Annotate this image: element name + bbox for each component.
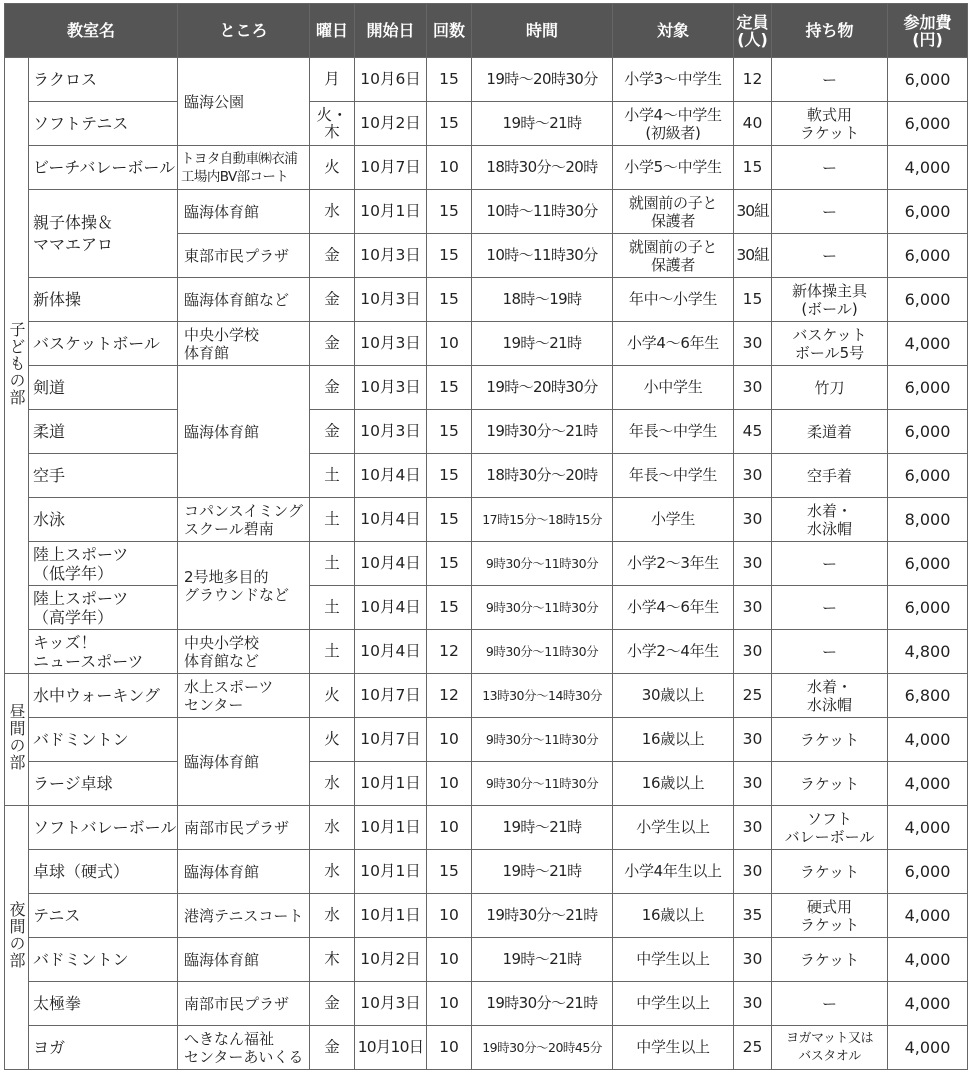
time: 18時30分～20時 — [472, 146, 613, 190]
day: 水 — [310, 762, 355, 806]
day: 水 — [310, 850, 355, 894]
capacity: 30組 — [734, 190, 772, 234]
count: 15 — [427, 190, 472, 234]
items: ラケット — [772, 762, 888, 806]
capacity: 25 — [734, 1026, 772, 1070]
section-label-kids: 子どもの部 — [5, 58, 29, 674]
table-row — [5, 630, 968, 674]
count: 15 — [427, 498, 472, 542]
time: 19時～21時 — [472, 102, 613, 146]
day: 金 — [310, 322, 355, 366]
count: 10 — [427, 982, 472, 1026]
target: 年中～小学生 — [613, 278, 734, 322]
count: 15 — [427, 410, 472, 454]
target: 小学4～中学生 (初級者) — [613, 102, 734, 146]
table-row — [5, 806, 968, 850]
start-date: 10月2日 — [355, 938, 427, 982]
capacity: 25 — [734, 674, 772, 718]
day: 金 — [310, 366, 355, 410]
header-class-name: 教室名 — [5, 4, 178, 58]
target: 就園前の子と 保護者 — [613, 190, 734, 234]
capacity: 30 — [734, 762, 772, 806]
fee: 4,000 — [888, 146, 968, 190]
day: 水 — [310, 190, 355, 234]
start-date: 10月3日 — [355, 234, 427, 278]
items: ー — [772, 58, 888, 102]
day: 金 — [310, 1026, 355, 1070]
time: 18時～19時 — [472, 278, 613, 322]
table-row — [5, 454, 968, 498]
capacity: 15 — [734, 278, 772, 322]
time: 9時30分～11時30分 — [472, 718, 613, 762]
items: 軟式用 ラケット — [772, 102, 888, 146]
items: バスケット ボール5号 — [772, 322, 888, 366]
header-count: 回数 — [427, 4, 472, 58]
class-name: ソフトバレーボール — [29, 806, 178, 850]
class-name: 空手 — [29, 454, 178, 498]
header-time: 時間 — [472, 4, 613, 58]
class-name: バドミントン — [29, 718, 178, 762]
day: 土 — [310, 586, 355, 630]
fee: 6,800 — [888, 674, 968, 718]
count: 10 — [427, 806, 472, 850]
target: 年長～中学生 — [613, 410, 734, 454]
time: 19時～21時 — [472, 806, 613, 850]
capacity: 30 — [734, 938, 772, 982]
start-date: 10月7日 — [355, 718, 427, 762]
count: 15 — [427, 278, 472, 322]
day: 土 — [310, 542, 355, 586]
target: 16歳以上 — [613, 762, 734, 806]
time: 19時30分～21時 — [472, 894, 613, 938]
table-row — [5, 366, 968, 410]
capacity: 30 — [734, 454, 772, 498]
place: 東部市民プラザ — [178, 234, 310, 278]
day: 土 — [310, 630, 355, 674]
fee: 6,000 — [888, 234, 968, 278]
capacity: 30 — [734, 498, 772, 542]
time: 19時～20時30分 — [472, 366, 613, 410]
table-row — [5, 190, 968, 234]
table-row — [5, 894, 968, 938]
items: 竹刀 — [772, 366, 888, 410]
time: 19時～21時 — [472, 322, 613, 366]
place: 臨海体育館 — [178, 718, 310, 806]
table-row — [5, 674, 968, 718]
day: 火・ 木 — [310, 102, 355, 146]
fee: 6,000 — [888, 454, 968, 498]
class-name: キッズ！ ニュースポーツ — [29, 630, 178, 674]
header-fee: 参加費 (円) — [888, 4, 968, 58]
count: 15 — [427, 454, 472, 498]
count: 15 — [427, 102, 472, 146]
items: 柔道着 — [772, 410, 888, 454]
table-row — [5, 982, 968, 1026]
fee: 6,000 — [888, 586, 968, 630]
class-name: ラクロス — [29, 58, 178, 102]
place: 2号地多目的 グラウンドなど — [178, 542, 310, 630]
start-date: 10月10日 — [355, 1026, 427, 1070]
table-row — [5, 102, 968, 146]
start-date: 10月3日 — [355, 982, 427, 1026]
time: 10時～11時30分 — [472, 190, 613, 234]
count: 15 — [427, 850, 472, 894]
class-name: 親子体操＆ ママエアロ — [29, 190, 178, 278]
target: 小学4～6年生 — [613, 322, 734, 366]
table-row — [5, 762, 968, 806]
items: 新体操主具 (ボール) — [772, 278, 888, 322]
capacity: 30 — [734, 366, 772, 410]
items: ー — [772, 630, 888, 674]
table-row — [5, 542, 968, 586]
fee: 4,000 — [888, 1026, 968, 1070]
header-place: ところ — [178, 4, 310, 58]
day: 水 — [310, 806, 355, 850]
class-name: バドミントン — [29, 938, 178, 982]
count: 12 — [427, 674, 472, 718]
class-name: 水泳 — [29, 498, 178, 542]
class-name: 卓球（硬式） — [29, 850, 178, 894]
count: 15 — [427, 542, 472, 586]
capacity: 30 — [734, 718, 772, 762]
start-date: 10月6日 — [355, 58, 427, 102]
fee: 4,000 — [888, 806, 968, 850]
time: 9時30分～11時30分 — [472, 762, 613, 806]
class-name: 柔道 — [29, 410, 178, 454]
start-date: 10月1日 — [355, 762, 427, 806]
capacity: 15 — [734, 146, 772, 190]
time: 9時30分～11時30分 — [472, 542, 613, 586]
place: 水上スポーツ センター — [178, 674, 310, 718]
start-date: 10月2日 — [355, 102, 427, 146]
fee: 4,000 — [888, 718, 968, 762]
start-date: 10月3日 — [355, 366, 427, 410]
class-name: テニス — [29, 894, 178, 938]
time: 19時30分～21時 — [472, 982, 613, 1026]
target: 小学4～6年生 — [613, 586, 734, 630]
place: 臨海体育館 — [178, 366, 310, 498]
target: 小学5～中学生 — [613, 146, 734, 190]
capacity: 30 — [734, 630, 772, 674]
time: 19時30分～20時45分 — [472, 1026, 613, 1070]
class-name: ヨガ — [29, 1026, 178, 1070]
count: 12 — [427, 630, 472, 674]
items: ラケット — [772, 850, 888, 894]
start-date: 10月4日 — [355, 630, 427, 674]
header-start-date: 開始日 — [355, 4, 427, 58]
items: 硬式用 ラケット — [772, 894, 888, 938]
target: 中学生以上 — [613, 938, 734, 982]
time: 13時30分～14時30分 — [472, 674, 613, 718]
time: 9時30分～11時30分 — [472, 586, 613, 630]
count: 15 — [427, 586, 472, 630]
start-date: 10月4日 — [355, 542, 427, 586]
fee: 4,000 — [888, 762, 968, 806]
day: 火 — [310, 718, 355, 762]
count: 15 — [427, 58, 472, 102]
start-date: 10月1日 — [355, 850, 427, 894]
section-label-night: 夜間の部 — [5, 806, 29, 1070]
table-row — [5, 146, 968, 190]
count: 10 — [427, 322, 472, 366]
target: 小学3～中学生 — [613, 58, 734, 102]
time: 18時30分～20時 — [472, 454, 613, 498]
start-date: 10月3日 — [355, 322, 427, 366]
place: へきなん福祉 センターあいくる — [178, 1026, 310, 1070]
target: 就園前の子と 保護者 — [613, 234, 734, 278]
day: 火 — [310, 674, 355, 718]
capacity: 30 — [734, 806, 772, 850]
items: 水着・ 水泳帽 — [772, 498, 888, 542]
header-target: 対象 — [613, 4, 734, 58]
class-name: ビーチバレーボール — [29, 146, 178, 190]
start-date: 10月4日 — [355, 498, 427, 542]
day: 金 — [310, 410, 355, 454]
time: 9時30分～11時30分 — [472, 630, 613, 674]
time: 19時～20時30分 — [472, 58, 613, 102]
header-capacity: 定員 (人) — [734, 4, 772, 58]
items: ラケット — [772, 938, 888, 982]
start-date: 10月4日 — [355, 586, 427, 630]
place: 南部市民プラザ — [178, 806, 310, 850]
time: 19時～21時 — [472, 938, 613, 982]
header-day: 曜日 — [310, 4, 355, 58]
items: ヨガマット又は バスタオル — [772, 1026, 888, 1070]
target: 16歳以上 — [613, 718, 734, 762]
count: 15 — [427, 366, 472, 410]
target: 中学生以上 — [613, 982, 734, 1026]
items: ー — [772, 586, 888, 630]
items: ー — [772, 146, 888, 190]
start-date: 10月1日 — [355, 190, 427, 234]
start-date: 10月1日 — [355, 806, 427, 850]
place: 臨海体育館 — [178, 850, 310, 894]
day: 土 — [310, 454, 355, 498]
table-row — [5, 850, 968, 894]
day: 木 — [310, 938, 355, 982]
section-label-daytime: 昼間の部 — [5, 674, 29, 806]
items: 空手着 — [772, 454, 888, 498]
items: 水着・ 水泳帽 — [772, 674, 888, 718]
table-row — [5, 938, 968, 982]
header-items: 持ち物 — [772, 4, 888, 58]
fee: 6,000 — [888, 850, 968, 894]
header-row — [5, 4, 968, 58]
place: 港湾テニスコート — [178, 894, 310, 938]
table-row — [5, 58, 968, 102]
place: 臨海体育館 — [178, 190, 310, 234]
fee: 4,000 — [888, 894, 968, 938]
class-name: 陸上スポーツ （高学年） — [29, 586, 178, 630]
target: 30歳以上 — [613, 674, 734, 718]
start-date: 10月3日 — [355, 278, 427, 322]
target: 小中学生 — [613, 366, 734, 410]
class-name: ソフトテニス — [29, 102, 178, 146]
target: 16歳以上 — [613, 894, 734, 938]
start-date: 10月4日 — [355, 454, 427, 498]
start-date: 10月3日 — [355, 410, 427, 454]
class-name: 太極拳 — [29, 982, 178, 1026]
time: 17時15分～18時15分 — [472, 498, 613, 542]
table-row — [5, 586, 968, 630]
time: 10時～11時30分 — [472, 234, 613, 278]
place: 臨海公園 — [178, 58, 310, 146]
time: 19時30分～21時 — [472, 410, 613, 454]
class-name: 剣道 — [29, 366, 178, 410]
target: 小学4年生以上 — [613, 850, 734, 894]
capacity: 12 — [734, 58, 772, 102]
items: ラケット — [772, 718, 888, 762]
target: 小学生以上 — [613, 806, 734, 850]
table-row — [5, 410, 968, 454]
items: ー — [772, 190, 888, 234]
place: トヨタ自動車㈱衣浦 工場内BV部コート — [178, 146, 310, 190]
items: ー — [772, 982, 888, 1026]
start-date: 10月7日 — [355, 674, 427, 718]
class-name: バスケットボール — [29, 322, 178, 366]
table-row — [5, 498, 968, 542]
capacity: 30 — [734, 542, 772, 586]
table-row — [5, 278, 968, 322]
fee: 8,000 — [888, 498, 968, 542]
capacity: 40 — [734, 102, 772, 146]
day: 金 — [310, 982, 355, 1026]
count: 10 — [427, 146, 472, 190]
count: 10 — [427, 718, 472, 762]
capacity: 30 — [734, 586, 772, 630]
place: 臨海体育館 — [178, 938, 310, 982]
table-row — [5, 718, 968, 762]
items: ソフト バレーボール — [772, 806, 888, 850]
fee: 4,800 — [888, 630, 968, 674]
class-schedule-table — [4, 3, 968, 1070]
count: 10 — [427, 894, 472, 938]
fee: 6,000 — [888, 278, 968, 322]
day: 金 — [310, 278, 355, 322]
capacity: 30 — [734, 982, 772, 1026]
fee: 6,000 — [888, 366, 968, 410]
class-name: 水中ウォーキング — [29, 674, 178, 718]
fee: 6,000 — [888, 58, 968, 102]
fee: 6,000 — [888, 410, 968, 454]
place: 中央小学校 体育館 — [178, 322, 310, 366]
time: 19時～21時 — [472, 850, 613, 894]
day: 月 — [310, 58, 355, 102]
capacity: 35 — [734, 894, 772, 938]
fee: 6,000 — [888, 102, 968, 146]
capacity: 30組 — [734, 234, 772, 278]
class-name: 陸上スポーツ （低学年） — [29, 542, 178, 586]
fee: 4,000 — [888, 938, 968, 982]
table-row — [5, 1026, 968, 1070]
capacity: 30 — [734, 850, 772, 894]
target: 小学生 — [613, 498, 734, 542]
target: 小学2～4年生 — [613, 630, 734, 674]
target: 中学生以上 — [613, 1026, 734, 1070]
target: 年長～中学生 — [613, 454, 734, 498]
count: 10 — [427, 1026, 472, 1070]
day: 水 — [310, 894, 355, 938]
start-date: 10月7日 — [355, 146, 427, 190]
place: コパンスイミング スクール碧南 — [178, 498, 310, 542]
fee: 6,000 — [888, 542, 968, 586]
day: 土 — [310, 498, 355, 542]
day: 金 — [310, 234, 355, 278]
count: 10 — [427, 938, 472, 982]
class-name: ラージ卓球 — [29, 762, 178, 806]
place: 中央小学校 体育館など — [178, 630, 310, 674]
place: 臨海体育館など — [178, 278, 310, 322]
capacity: 45 — [734, 410, 772, 454]
day: 火 — [310, 146, 355, 190]
count: 15 — [427, 234, 472, 278]
fee: 4,000 — [888, 982, 968, 1026]
fee: 4,000 — [888, 322, 968, 366]
table-row — [5, 322, 968, 366]
target: 小学2～3年生 — [613, 542, 734, 586]
place: 南部市民プラザ — [178, 982, 310, 1026]
count: 10 — [427, 762, 472, 806]
fee: 6,000 — [888, 190, 968, 234]
class-name: 新体操 — [29, 278, 178, 322]
capacity: 30 — [734, 322, 772, 366]
items: ー — [772, 234, 888, 278]
start-date: 10月1日 — [355, 894, 427, 938]
items: ー — [772, 542, 888, 586]
